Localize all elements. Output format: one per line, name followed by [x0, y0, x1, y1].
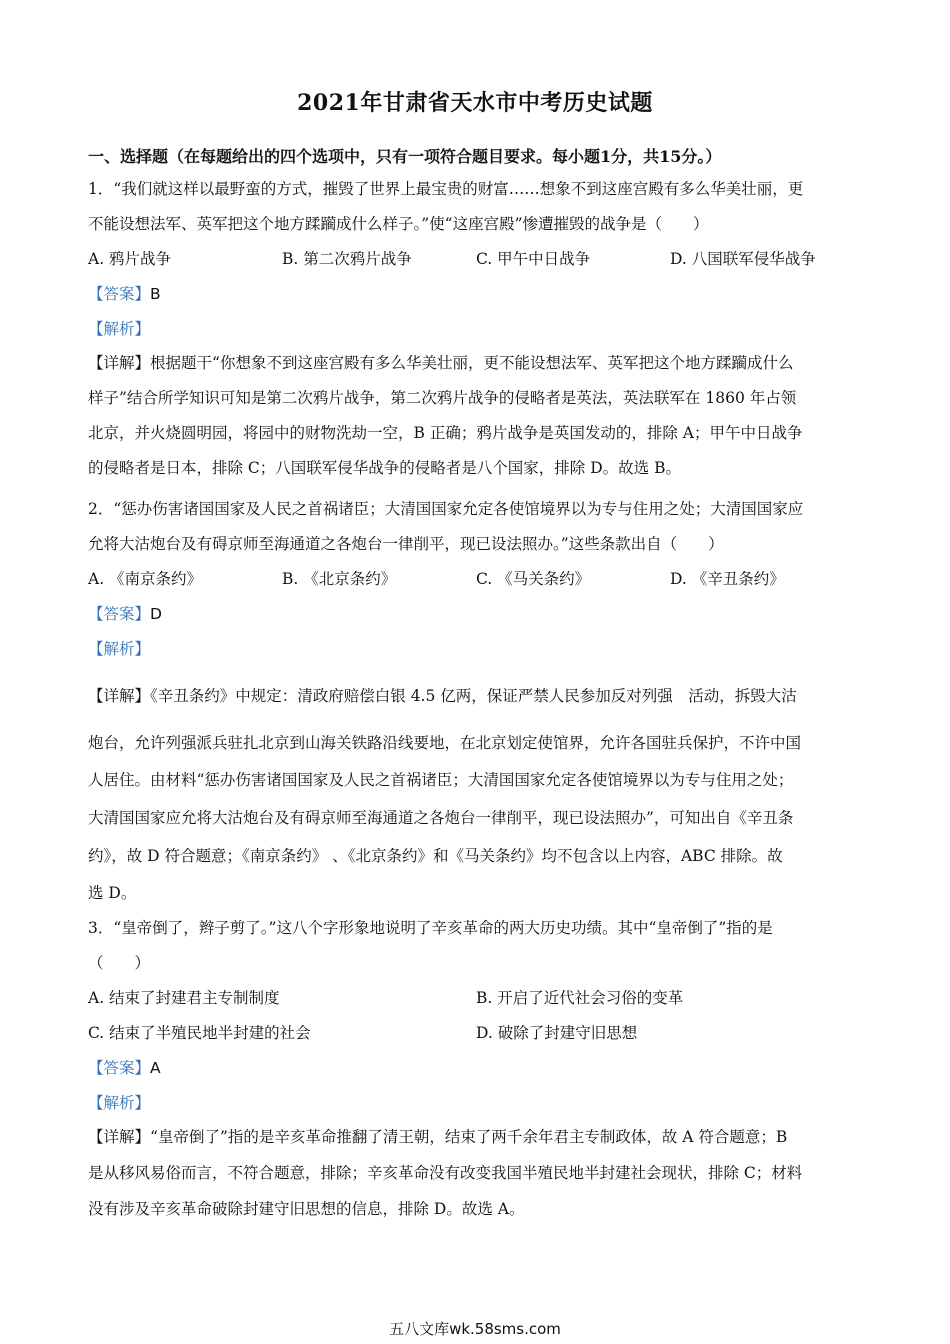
q3-option-b: B. 开启了近代社会习俗的变革: [476, 989, 684, 1007]
q2-detail-line-3: 人居住。由材料“惩办伤害诸国国家及人民之首祸诸臣；大清国国家允定各使馆境界以为专与住用之处；: [88, 771, 794, 789]
q3-detail-line-3: 没有涉及辛亥革命破除封建守旧思想的信息，排除 D。故选 A。: [88, 1200, 525, 1218]
q3-stem-line-2: （ ）: [88, 954, 151, 972]
q1-answer-value: B: [150, 285, 161, 303]
q2-detail-line-4: 大清国国家应允将大沽炮台及有碍京师至海通道之各炮台一律削平，现已设法照办”，可知出自《辛丑条: [88, 809, 794, 827]
detail-tag: 【详解】: [88, 687, 151, 705]
q2-analysis-tag: 【解析】: [88, 640, 151, 658]
q1-option-c: C. 甲午中日战争: [476, 250, 591, 268]
q2-detail-line-2: 炮台，允许列强派兵驻扎北京到山海关铁路沿线要地，在北京划定使馆界，允许各国驻兵保护，不许中国: [88, 734, 802, 752]
q2-detail-line-6: 选 D。: [88, 884, 137, 902]
q2-option-b: B. 《北京条约》: [282, 570, 397, 588]
q2-detail-line-5: 约》，故 D 符合题意；《南京条约》 、《北京条约》和《马关条约》均不包含以上内容，ABC 排除。故: [88, 847, 783, 865]
q2-answer-value: D: [150, 605, 162, 623]
q1-option-d: D. 八国联军侵华战争: [670, 250, 816, 268]
q1-stem-line-1: 1．“我们就这样以最野蛮的方式，摧毁了世界上最宝贵的财富……想象不到这座宫殿有多么华美壮丽，更: [88, 180, 804, 198]
q3-answer-value: A: [150, 1059, 161, 1077]
q3-answer: [88, 1058, 878, 1078]
q1-detail-line-2: 样子”结合所学知识可知是第二次鸦片战争，第二次鸦片战争的侵略者是英法，英法联军在 1860 年占领: [88, 389, 797, 407]
q2-stem-line-1: 2．“惩办伤害诸国国家及人民之首祸诸臣；大清国国家允定各使馆境界以为专与住用之处；大清国国家应: [88, 500, 804, 518]
q1-option-b: B. 第二次鸦片战争: [282, 250, 412, 268]
section-heading: 一、选择题（在每题给出的四个选项中，只有一项符合题目要求。每小题1分，共15分。）: [88, 147, 722, 166]
q1-detail-line-1: 【详解】根据题干“你想象不到这座宫殿有多么华美壮丽，更不能设想法军、英军把这个地方蹂躏成什么: [88, 354, 794, 372]
q2-option-d: D. 《辛丑条约》: [670, 570, 785, 588]
q1-option-a: A. 鸦片战争: [88, 250, 172, 268]
detail-tag: 【详解】: [88, 354, 151, 372]
page-title: 2021年甘肃省天水市中考历史试题: [297, 90, 653, 116]
q1-analysis-tag: 【解析】: [88, 320, 151, 338]
q2-option-a: A. 《南京条约》: [88, 570, 203, 588]
q1-stem-line-2: 不能设想法军、英军把这个地方蹂躏成什么样子。”使“这座宫殿”惨遭摧毁的战争是（ ）: [88, 215, 709, 233]
answer-tag: 【答案】: [88, 605, 151, 623]
q2-option-c: C. 《马关条约》: [476, 570, 591, 588]
q2-answer: [88, 604, 878, 624]
q3-analysis-tag: 【解析】: [88, 1094, 151, 1112]
q3-option-a: A. 结束了封建君主专制制度: [88, 989, 280, 1007]
answer-tag: 【答案】: [88, 285, 151, 303]
q3-detail-line-2: 是从移风易俗而言，不符合题意，排除；辛亥革命没有改变我国半殖民地半封建社会现状，排除 C；材料: [88, 1164, 803, 1182]
q1-answer: [88, 284, 878, 304]
q3-option-c: C. 结束了半殖民地半封建的社会: [88, 1024, 311, 1042]
q1-detail-line-3: 北京，并火烧圆明园，将园中的财物洗劫一空，B 正确；鸦片战争是英国发动的，排除 A；甲午中日战争: [88, 424, 803, 442]
q2-detail-line-1: 【详解】《辛丑条约》中规定：清政府赔偿白银 4.5 亿两，保证严禁人民参加反对列强 活动，拆毁大沽: [88, 687, 797, 705]
answer-tag: 【答案】: [88, 1059, 151, 1077]
q3-detail-line-1: 【详解】“皇帝倒了”指的是辛亥革命推翻了清王朝，结束了两千余年君主专制政体，故 A 符合题意；B: [88, 1128, 788, 1146]
q3-option-d: D. 破除了封建守旧思想: [476, 1024, 638, 1042]
q3-stem-line-1: 3．“皇帝倒了，辫子剪了。”这八个字形象地说明了辛亥革命的两大历史功绩。其中“皇帝倒了”指的是: [88, 919, 773, 937]
detail-tag: 【详解】: [88, 1128, 151, 1146]
footer-watermark: 五八文库wk.58sms.com: [389, 1320, 561, 1338]
q2-stem-line-2: 允将大沽炮台及有碍京师至海通道之各炮台一律削平，现已设法照办。”这些条款出自（ ）: [88, 535, 724, 553]
q1-detail-line-4: 的侵略者是日本，排除 C；八国联军侵华战争的侵略者是八个国家，排除 D。故选 B。: [88, 459, 681, 477]
